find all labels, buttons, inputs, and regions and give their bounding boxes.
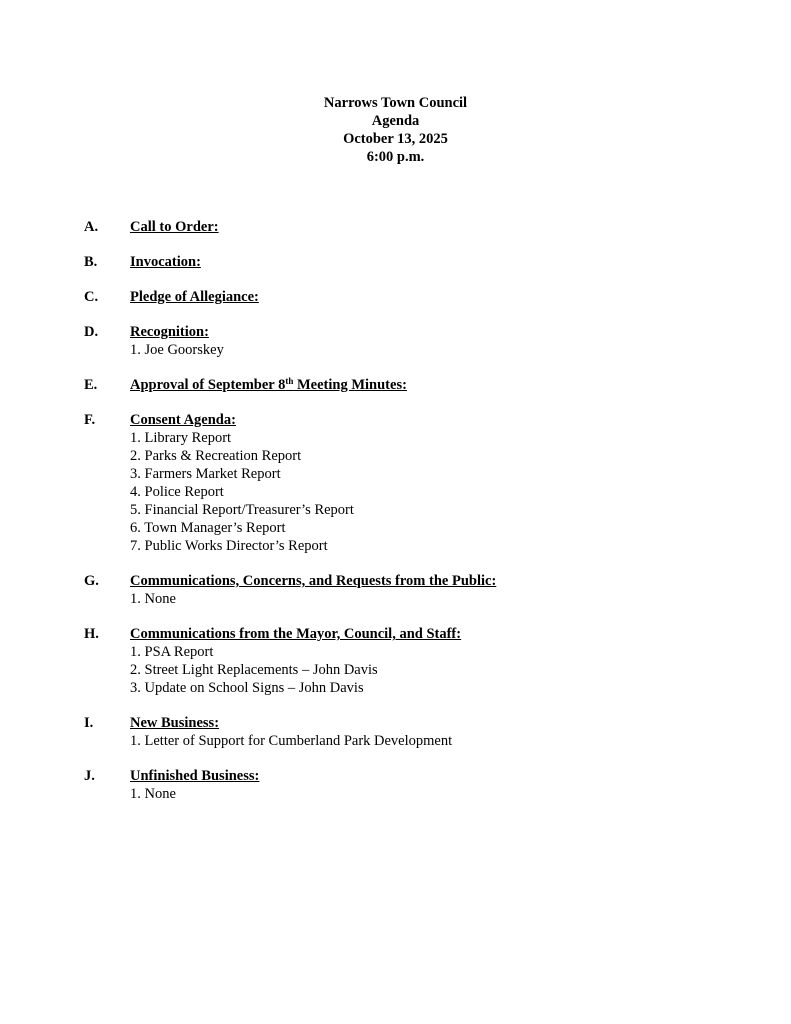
section-title: Recognition: bbox=[130, 324, 209, 340]
agenda-section-g bbox=[84, 572, 744, 608]
section-title-post: Meeting Minutes: bbox=[293, 377, 407, 393]
council-name: Narrows Town Council bbox=[323, 95, 468, 111]
section-title: Unfinished Business: bbox=[130, 768, 260, 784]
document-type: Agenda bbox=[371, 113, 420, 129]
agenda-section-b bbox=[84, 253, 744, 271]
list-item: 1. PSA Report bbox=[130, 644, 214, 660]
ordinal-suffix: th bbox=[285, 376, 294, 386]
list-item: 1. None bbox=[130, 786, 176, 802]
section-title: Pledge of Allegiance: bbox=[130, 289, 259, 305]
list-item: 2. Parks & Recreation Report bbox=[130, 448, 302, 464]
list-item: 1. Library Report bbox=[130, 430, 232, 446]
section-letter: J. bbox=[84, 768, 95, 784]
list-item: 5. Financial Report/Treasurer’s Report bbox=[130, 502, 354, 518]
section-letter: D. bbox=[84, 324, 99, 340]
list-item: 4. Police Report bbox=[130, 484, 224, 500]
meeting-time: 6:00 p.m. bbox=[366, 149, 425, 165]
section-letter: A. bbox=[84, 219, 99, 235]
agenda-section-e bbox=[84, 376, 744, 394]
list-item: 1. Letter of Support for Cumberland Park Development bbox=[130, 733, 453, 749]
section-title: Invocation: bbox=[130, 254, 201, 270]
section-title: Communications from the Mayor, Council, and Staff: bbox=[130, 626, 462, 642]
section-title: New Business: bbox=[130, 715, 220, 731]
agenda-section-h bbox=[84, 625, 744, 697]
agenda-section-c bbox=[84, 288, 744, 306]
meeting-date: October 13, 2025 bbox=[343, 131, 448, 147]
agenda-list bbox=[84, 218, 744, 820]
list-item: 3. Farmers Market Report bbox=[130, 466, 281, 482]
section-letter: F. bbox=[84, 412, 96, 428]
section-letter: E. bbox=[84, 377, 98, 393]
section-letter: I. bbox=[84, 715, 94, 731]
agenda-section-i bbox=[84, 714, 744, 750]
section-letter: H. bbox=[84, 626, 99, 642]
agenda-section-a bbox=[84, 218, 744, 236]
section-title-pre: Approval of September 8 bbox=[130, 377, 286, 393]
agenda-section-f bbox=[84, 411, 744, 555]
agenda-section-d bbox=[84, 323, 744, 359]
list-item: 3. Update on School Signs – John Davis bbox=[130, 680, 364, 696]
list-item: 1. None bbox=[130, 591, 176, 607]
agenda-section-j bbox=[84, 767, 744, 803]
section-title: Consent Agenda: bbox=[130, 412, 236, 428]
list-item: 2. Street Light Replacements – John Davis bbox=[130, 662, 378, 678]
section-title bbox=[130, 376, 407, 394]
agenda-header bbox=[0, 94, 791, 166]
list-item: 1. Joe Goorskey bbox=[130, 342, 224, 358]
section-letter: C. bbox=[84, 289, 99, 305]
section-letter: G. bbox=[84, 573, 99, 589]
list-item: 7. Public Works Director’s Report bbox=[130, 538, 328, 554]
section-letter: B. bbox=[84, 254, 98, 270]
section-title: Communications, Concerns, and Requests from the Public: bbox=[130, 573, 497, 589]
section-title: Call to Order: bbox=[130, 219, 219, 235]
list-item: 6. Town Manager’s Report bbox=[130, 520, 286, 536]
